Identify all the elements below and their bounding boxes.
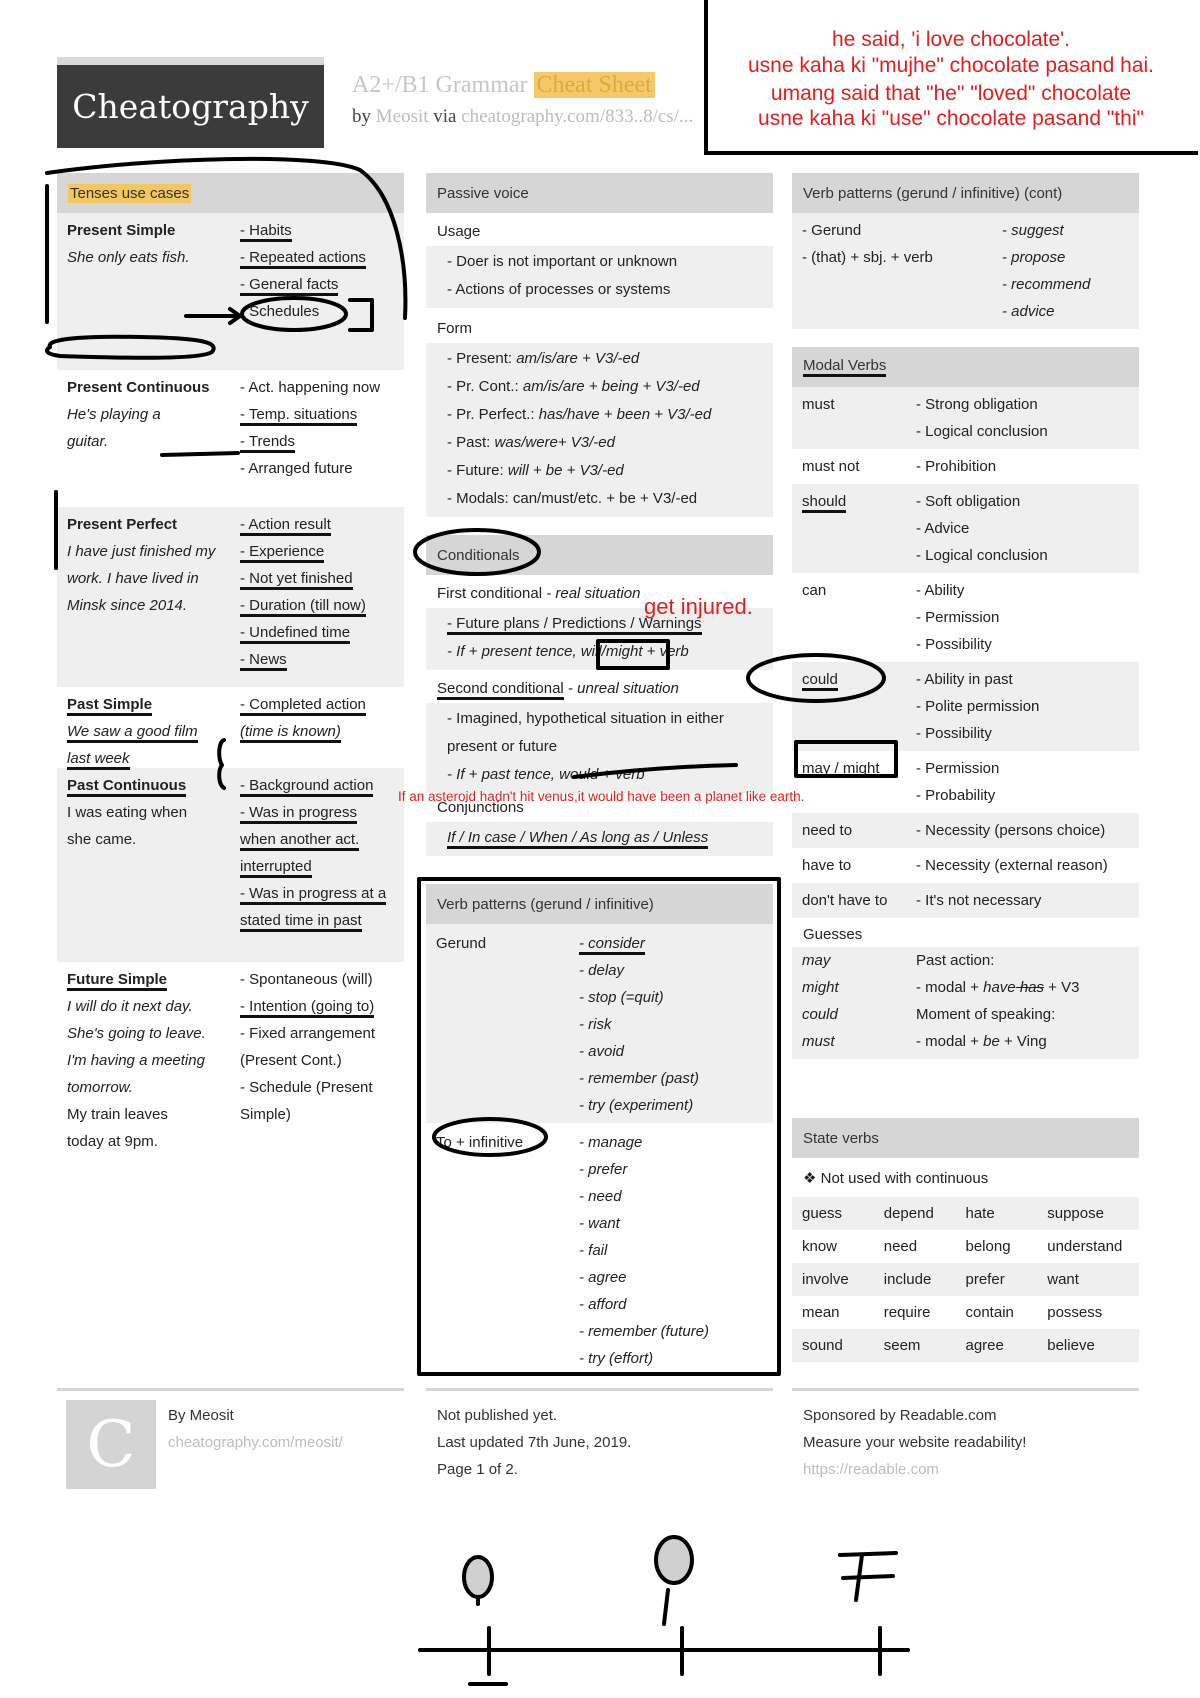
note-line-4: usne kaha ki "use" chocolate pasand "thi" [758,107,1144,130]
modal-row: need to - Necessity (persons choice) [792,813,1139,848]
section-heading: Tenses use cases [57,173,404,213]
footer-divider [792,1388,1139,1391]
verb-grid-row: sound seem agree believe [792,1329,1139,1362]
ink-balloon [464,1557,492,1597]
cheatography-logo [57,57,324,148]
section-heading: State verbs [792,1118,1139,1158]
annotation-asteroid: If an asteroid hadn't hit venus,it would have been a planet like earth. [398,789,805,804]
infinitive-row: To + infinitive - manage - prefer - need - want - fail - agree - afford - remember (future) - try (effort) [436,1134,710,1367]
modal-row: must - Strong obligation - Logical conclusion [792,387,1139,449]
byline: by Meosit via cheatography.com/833..8/cs/... [352,106,694,127]
modal-row: don't have to - It's not necessary [792,883,1139,918]
modal-row: must not - Prohibition [802,458,997,475]
state-verbs-note: ❖ Not used with continuous [803,1170,989,1187]
gerund-row: Gerund - consider - delay - stop (=quit) - risk - avoid - remember (past) - try (experiment) [426,924,773,1123]
verb-patterns-section [426,884,773,1376]
section-heading: Conditionals [426,535,773,575]
modal-row: should - Soft obligation - Advice - Logical conclusion [792,484,1139,573]
modal-row: have to - Necessity (external reason) [802,857,1108,874]
conditionals-section: Conditionals First conditional - real situation - Future plans / Predictions / Warnings - If + present tence, will/might + verb Second conditional - unreal situation - Imagined, hypothetical situation in either present or future - If + past tence, would + verb Conjunctions If / In case / When / As long as / Unless [426,535,773,856]
tense-row: Past Simple We saw a good film last week - Completed action (time is known) [57,687,404,768]
author-profile-link[interactable]: cheatography.com/meosit/ [168,1434,343,1451]
footer-sponsor: Sponsored by Readable.com Measure your website readability! https://readable.com [803,1402,1026,1483]
verb-grid-row: guess depend hate suppose [792,1197,1139,1230]
section-heading: Verb patterns (gerund / infinitive) (cont) [792,173,1139,213]
annotation-injured: get injured. [644,594,753,619]
passive-voice-section: Passive voice Usage - Doer is not important or unknown - Actions of processes or systems Form - Present: am/is/are + V3/-ed - Pr. Cont.: am/is/are + being + V3/-ed - Pr. Perfect.: has/have + been + V3/-ed - Past: was/were+ V3/-ed - Future: will + be + V3/-ed - Modals: can/must/etc. + be + V3/-ed [426,173,773,517]
verb-patterns-cont-section [792,173,1139,329]
logo-text: Cheatography [72,87,309,126]
ink-stick [664,1590,668,1624]
section-heading: Modal Verbs [792,347,1139,387]
state-verbs-section [792,1118,1139,1362]
verb-grid-row: know need belong understand [802,1238,1123,1255]
author-avatar: C [66,1400,156,1489]
modal-row: could - Ability in past - Polite permission - Possibility [792,662,1139,751]
tense-row: Present Continuous He's playing a guitar. - Act. happening now - Temp. situations - Trends - Arranged future [67,379,381,477]
note-line-3: umang said that "he" "loved" chocolate [770,82,1132,105]
tenses-section [57,173,404,1205]
footer-publish-info: Not published yet. Last updated 7th June, 2019. Page 1 of 2. [437,1407,632,1478]
author-link[interactable]: Meosit [375,106,429,127]
note-line-2: usne kaha ki "mujhe" chocolate pasand hai. [747,54,1154,77]
section-heading: Verb patterns (gerund / infinitive) [426,884,773,924]
guesses-row: may might could must Past action: - modal + have has + V3 Moment of speaking: - modal + be + Ving [792,947,1139,1059]
ink-future-sign [843,1576,893,1578]
note-line-1: he said, 'i love chocolate'. [832,28,1070,51]
sheet-title: A2+/B1 Grammar Cheat Sheet [352,72,655,99]
ink-future-sign [856,1555,862,1600]
footer-divider [57,1388,404,1391]
tense-row: Future Simple I will do it next day. She's going to leave. I'm having a meeting tomorrow. My train leaves today at 9pm. - Spontaneous (will) - Intention (going to) - Fixed arrangement (Present Cont.) - Schedule (Present Simple) [67,971,376,1150]
tense-row: Present Perfect I have just finished my work. I have lived in Minsk since 2014. - Action result - Experience - Not yet finished - Duration (till now) - Undefined time - News [57,507,404,687]
verb-grid-row: involve include prefer want [792,1263,1139,1296]
pattern-row: - Gerund - (that) + sbj. + verb - suggest - propose - recommend - advice [792,213,1139,329]
title-highlight: Cheat Sheet [534,72,655,98]
footer-divider [426,1388,773,1391]
info-icon: ❖ [803,1170,821,1187]
modal-verbs-section: Modal Verbs must - Strong obligation - Logical conclusion must not - Prohibition should - Soft obligation - Advice - Logical conclusion can - Ability - Permission - Possibility could - Ability in past - Polite permission - Possibility may / might - Permission - Probability need to - Necessity (persons choice) have to - Necessity (external reason) don't have to - It's not necessary Guesses may might could must Past action: - modal + have has + V3 Moment of speaking: - modal + be + Ving [792,347,1139,1059]
tense-row: Past Continuous I was eating when she came. - Background action - Was in progress when another act. interrupted - Was in progress at a stated time in past [57,768,404,962]
verb-grid-row: mean require contain possess [802,1304,1103,1321]
ink-future-sign [840,1553,896,1555]
footer-author: By Meosit cheatography.com/meosit/ [168,1402,343,1456]
ink-balloon [656,1537,692,1583]
modal-row: may / might - Permission - Probability [802,760,1000,804]
sheet-url[interactable]: cheatography.com/833..8/cs/... [461,106,694,127]
modal-row: can - Ability - Permission - Possibility [802,582,1000,653]
sponsor-link[interactable]: https://readable.com [803,1461,939,1478]
tense-row: Present Simple She only eats fish. - Habits - Repeated actions - General facts - Schedules [57,213,404,370]
section-heading: Passive voice [426,173,773,213]
